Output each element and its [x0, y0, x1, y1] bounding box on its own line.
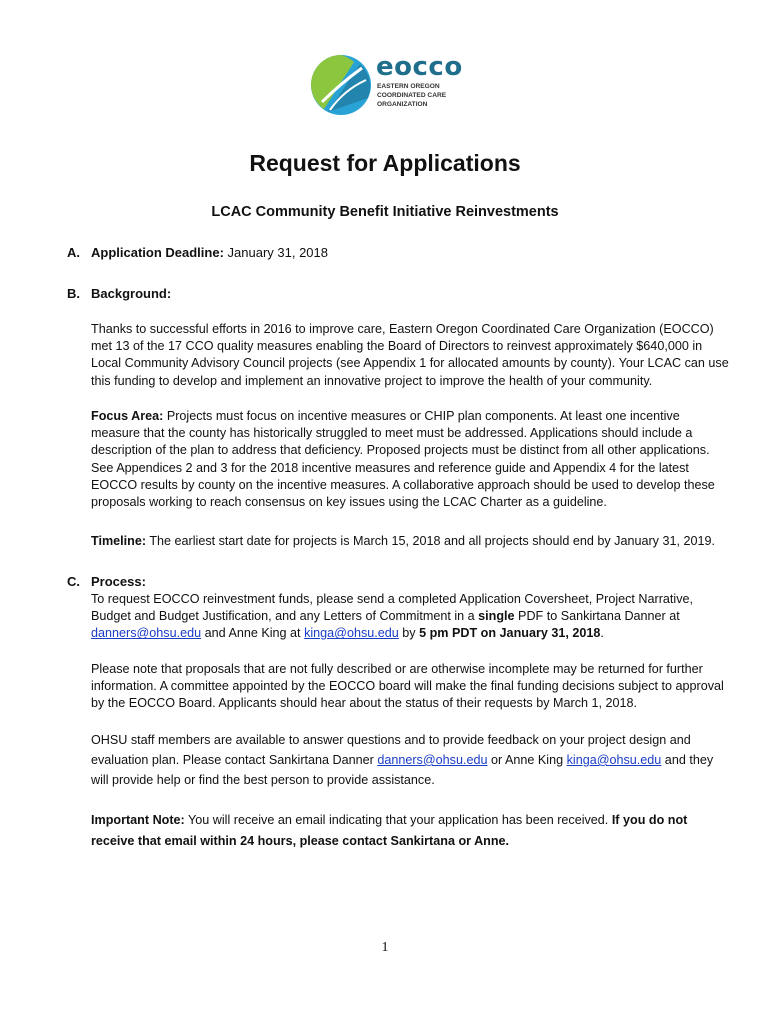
- section-a-heading: [67, 245, 328, 260]
- focus-area-text: Projects must focus on incentive measures or CHIP plan components. At least one incentive measure that the county has historically struggled to meet must be addressed. Applications should include a description of the plan to address that deficiency. Proposed projects must be distinct from all other applications. See Appendices 2 and 3 for the 2018 incentive measures and reference guide and Appendix 4 for the latest EOCCO results by county on the incentive measures. A collaborative approach should be used to develop these proposals working to reach consensus on key issues using the LCAC Charter as a guideline.: [91, 409, 715, 510]
- important-note-text: You will receive an email indicating that your application has been received.: [184, 813, 612, 827]
- page-subtitle: LCAC Community Benefit Initiative Reinvestments: [211, 204, 559, 220]
- section-a-deadline-value: January 31, 2018: [223, 245, 328, 260]
- process-text-3: and Anne King at: [201, 626, 305, 641]
- process-text-5: .: [600, 626, 604, 641]
- timeline-label: Timeline:: [91, 534, 147, 548]
- ohsu-text-1: OHSU staff members are available to answer questions and to provide feedback on your project design and evaluation plan. Please contact Sankirtana Danner: [91, 733, 691, 767]
- email-link-danners[interactable]: danners@ohsu.edu: [91, 626, 202, 641]
- focus-area-label: Focus Area:: [91, 409, 164, 423]
- process-text-2: PDF to Sankirtana Danner at: [514, 609, 680, 624]
- section-b-label: Background:: [91, 286, 172, 301]
- section-b-letter: B.: [67, 286, 80, 301]
- email-link-kinga-2[interactable]: kinga@ohsu.edu: [566, 753, 662, 767]
- email-link-kinga[interactable]: kinga@ohsu.edu: [304, 626, 399, 641]
- background-paragraph: Thanks to successful efforts in 2016 to improve care, Eastern Oregon Coordinated Care Organization (EOCCO) met 13 of the 17 CCO quality measures enabling the Board of Directors to reinvest approximately $640,000 in Local Community Advisory Council projects (see Appendix 1 for allocated amounts by county). Your LCAC can use this funding to develop and implement an innovative project to improve the health of your community.: [91, 322, 729, 388]
- eocco-logo: [310, 54, 470, 116]
- ohsu-text-3: and they will provide help or find the best person to provide assistance.: [91, 753, 714, 787]
- eocco-logo-wordmark: eocco: [376, 52, 463, 82]
- eocco-logo-tagline: EASTERN OREGON COORDINATED CARE ORGANIZATION: [377, 83, 447, 108]
- page-number: 1: [381, 940, 389, 955]
- eocco-logo-mark-icon: [310, 54, 372, 116]
- section-c-label: Process:: [91, 574, 146, 589]
- incomplete-proposals-paragraph: Please note that proposals that are not fully described or are otherwise incomplete may be returned for further information. A committee appointed by the EOCCO board will make the final funding decisions subject to approval by the EOCCO Board. Applicants should hear about the status of their requests by March 1, 2018.: [91, 662, 724, 711]
- process-paragraph: [91, 591, 729, 643]
- process-single-emphasis: single: [478, 609, 515, 624]
- timeline-paragraph: [91, 533, 729, 550]
- section-a-letter: A.: [67, 245, 80, 260]
- process-text-4: by: [398, 626, 420, 641]
- section-c-heading: [67, 574, 146, 589]
- ohsu-text-2: or Anne King: [487, 753, 567, 767]
- important-note-paragraph: [91, 810, 729, 852]
- important-note-bold: If you do not receive that email within 24 hours, please contact Sankirtana or Anne.: [91, 813, 688, 848]
- important-note-label: Important Note:: [91, 813, 185, 827]
- email-link-danners-2[interactable]: danners@ohsu.edu: [377, 753, 488, 767]
- focus-area-paragraph: [91, 408, 729, 511]
- section-b-heading: [67, 286, 171, 301]
- section-a-label: Application Deadline:: [91, 245, 224, 260]
- timeline-text: The earliest start date for projects is March 15, 2018 and all projects should end by January 31, 2019.: [146, 534, 715, 548]
- section-c-letter: C.: [67, 574, 80, 589]
- page-title: Request for Applications: [249, 150, 521, 176]
- ohsu-staff-paragraph: [91, 730, 729, 790]
- process-text-1: To request EOCCO reinvestment funds, please send a completed Application Coversheet, Project Narrative, Budget and Budget Justification, and any Letters of Commitment in a: [91, 592, 694, 624]
- process-deadline-emphasis: 5 pm PDT on January 31, 2018: [419, 626, 601, 641]
